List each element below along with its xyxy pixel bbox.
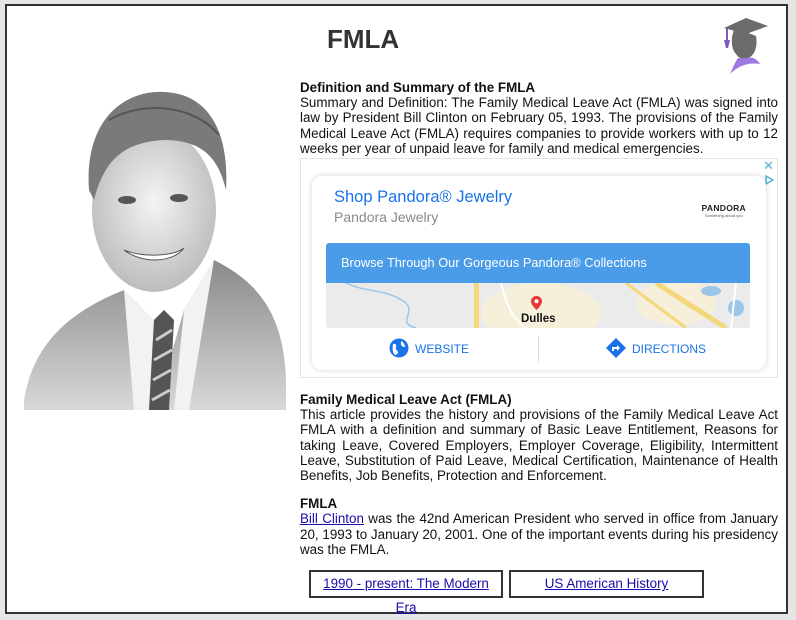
- portrait-image: [14, 80, 296, 420]
- adchoices-icon[interactable]: [764, 173, 774, 183]
- page-title: FMLA: [327, 24, 400, 54]
- ad-map[interactable]: [326, 243, 750, 328]
- globe-icon: [389, 338, 409, 362]
- ad-actions: [312, 330, 766, 370]
- ad-card[interactable]: [312, 176, 766, 370]
- pandora-logo: PANDORA Something about you: [701, 203, 746, 219]
- fmla-section: [300, 496, 778, 557]
- directions-label: DIRECTIONS: [632, 342, 707, 357]
- nav-box-modern-era: [309, 570, 503, 615]
- ad-banner[interactable]: Browse Through Our Gorgeous Pandora® Collections: [326, 243, 750, 283]
- definition-body: Summary and Definition: The Family Medical Leave Act (FMLA) was signed into law by President Bill Clinton on February 05, 1993. The provisions of the Family Medical Leave Act (FMLA) requires companies to provide workers with up to 12 weeks per year of unpaid leave for family and medical emergencies.: [300, 95, 778, 156]
- related-links: [309, 570, 704, 615]
- close-icon[interactable]: ✕: [763, 158, 774, 174]
- act-heading: Family Medical Leave Act (FMLA): [300, 392, 512, 408]
- fmla-heading: FMLA: [300, 496, 338, 512]
- website-button[interactable]: [389, 330, 469, 370]
- map-pin-icon: [531, 296, 542, 313]
- nav-box-us-history: [509, 570, 704, 598]
- directions-icon: [606, 338, 626, 362]
- main-content: [300, 80, 778, 557]
- bill-clinton-link[interactable]: Bill Clinton: [300, 511, 364, 527]
- act-section: [300, 392, 778, 483]
- definition-heading: Definition and Summary of the FMLA: [300, 80, 536, 95]
- fmla-body: Bill Clinton was the 42nd American President who served in office from January 20, 1993 to January 20, 2001. One of the important events during his presidency was the FMLA.: [300, 511, 779, 557]
- graduate-silhouette-icon: [720, 14, 772, 74]
- ad-advertiser: Pandora Jewelry: [334, 209, 439, 226]
- website-label: WEBSITE: [415, 342, 470, 357]
- ad-headline[interactable]: Shop Pandora® Jewelry: [334, 188, 513, 207]
- modern-era-link[interactable]: 1990 - present: The Modern Era: [323, 576, 489, 615]
- act-body: This article provides the history and provisions of the Family Medical Leave Act FMLA with a definition and summary of Basic Leave Entitlement, Reasons for taking Leave, Covered Employers, Employer Coverage, Eligibility, Intermittent Leave, Substitution of Paid Leave, Medical Certification, Maintenance of Health Benefits, Job Benefits, Protection and Enforcement.: [300, 407, 778, 484]
- pandora-ad[interactable]: [300, 158, 778, 378]
- map-place-label: Dulles: [521, 313, 556, 326]
- action-divider: [538, 336, 539, 362]
- definition-section: [300, 80, 778, 156]
- us-american-history-link[interactable]: US American History: [544, 576, 669, 591]
- directions-button[interactable]: [606, 330, 706, 370]
